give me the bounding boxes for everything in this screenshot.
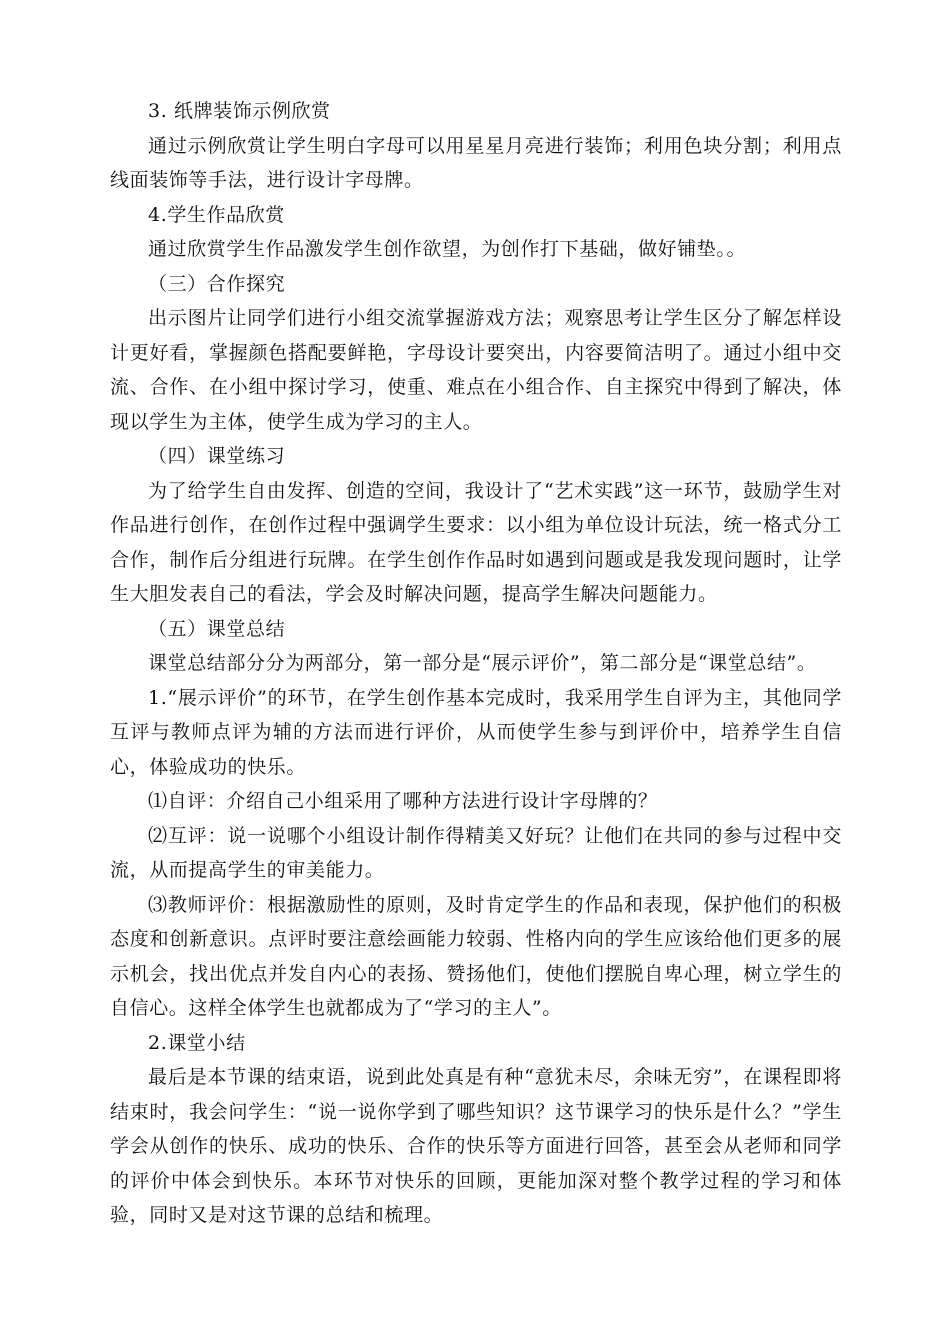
paragraph-card-decoration-examples: 通过示例欣赏让学生明白字母可以用星星月亮进行装饰；利用色块分割；利用点线面装饰等手法，进行设计字母牌。 [110,134,842,191]
heading-classroom-summary: （五）课堂总结 [148,617,286,640]
paragraph-display-evaluation: 1.“展示评价”的环节，在学生创作基本完成时，我采用学生自评为主，其他同学互评与教师点评为辅的方法而进行评价，从而使学生参与到评价中，培养学生自信心，体验成功的快乐。 [110,686,842,778]
heading-cooperative-inquiry: （三）合作探究 [148,272,286,295]
heading-student-work-appreciation: 4.学生作品欣赏 [148,203,285,226]
heading-classroom-practice: （四）课堂练习 [148,445,286,467]
paragraph-self-evaluation: ⑴自评：介绍自己小组采用了哪种方法进行设计字母牌的？ [148,790,658,812]
paragraph-lesson-wrap-up: 最后是本节课的结束语，说到此处真是有种“意犹未尽，余味无穷”，在课程即将结束时，我会问学生：“说一说你学到了哪些知识？这节课学习的快乐是什么？”学生学会从创作的快乐、成功的快乐、合作的快乐等方面进行回答，甚至会从老师和同学的评价中体会到快乐。本环节对快乐的回顾，更能加深对整个教学过程的学习和体验，同时又是对这节课的总结和梳理。 [110,1066,842,1226]
paragraph-classroom-practice: 为了给学生自由发挥、创造的空间，我设计了“艺术实践”这一环节，鼓励学生对作品进行创作，在创作过程中强调学生要求：以小组为单位设计玩法，统一格式分工合作，制作后分组进行玩牌。在学生创作作品时如遇到问题或是我发现问题时，让学生大胆发表自己的看法，学会及时解决问题，提高学生解决问题能力。 [110,479,842,605]
paragraph-cooperative-inquiry: 出示图片让同学们进行小组交流掌握游戏方法；观察思考让学生区分了解怎样设计更好看，掌握颜色搭配要鲜艳，字母设计要突出，内容要简洁明了。通过小组中交流、合作、在小组中探讨学习，使重、难点在小组合作、自主探究中得到了解决，体现以学生为主体，使学生成为学习的主人。 [110,307,842,433]
paragraph-peer-evaluation: ⑵互评：说一说哪个小组设计制作得精美又好玩？让他们在共同的参与过程中交流，从而提高学生的审美能力。 [110,824,842,881]
heading-lesson-wrap-up: 2.课堂小结 [148,1031,246,1054]
paragraph-summary-parts: 课堂总结部分分为两部分，第一部分是“展示评价”，第二部分是“课堂总结”。 [148,652,817,674]
paragraph-teacher-evaluation: ⑶教师评价：根据激励性的原则，及时肯定学生的作品和表现，保护他们的积极态度和创新意识。点评时要注意绘画能力较弱、性格内向的学生应该给他们更多的展示机会，找出优点并发自内心的表扬、赞扬他们，使他们摆脱自卑心理，树立学生的自信心。这样全体学生也就都成为了“学习的主人”。 [110,893,842,1019]
heading-card-decoration-examples: 3. 纸牌装饰示例欣赏 [148,100,331,122]
paragraph-student-work-appreciation: 通过欣赏学生作品激发学生创作欲望，为创作打下基础，做好铺垫。。 [148,238,747,260]
document-page [110,94,842,1233]
